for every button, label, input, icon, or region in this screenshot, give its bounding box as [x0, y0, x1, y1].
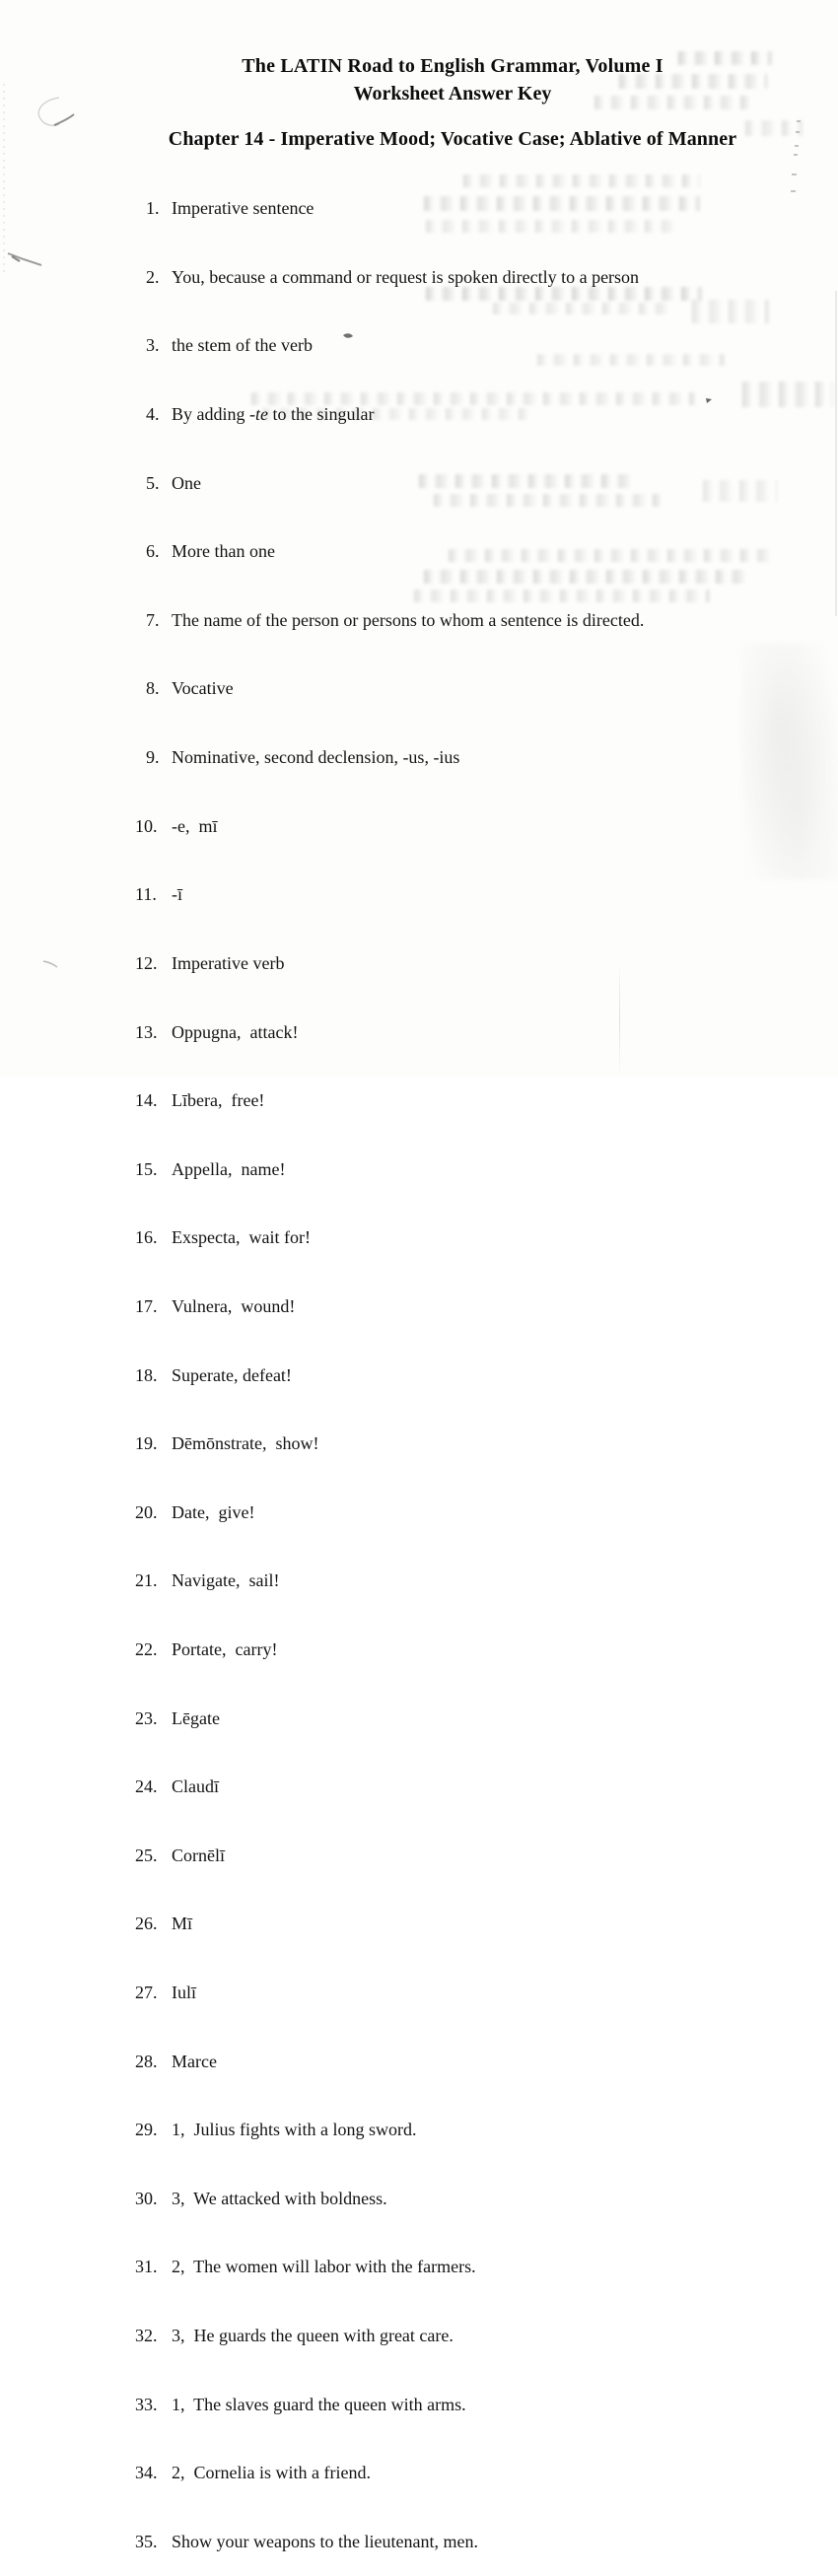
answer-number: 2.	[146, 266, 160, 287]
answer-item	[108, 518, 779, 587]
answer-text: Iulī	[172, 1983, 196, 2003]
answer-text: You, because a command or request is spoken directly to a person	[172, 266, 640, 287]
answer-number: 7.	[146, 609, 160, 630]
answer-number: 5.	[146, 472, 160, 493]
answer-item	[108, 312, 779, 381]
answer-text: More than one	[172, 541, 275, 562]
answer-text: Appella, name!	[172, 1158, 286, 1179]
answer-text: Imperative sentence	[172, 198, 314, 219]
answer-text: 1, Julius fights with a long sword.	[172, 2120, 417, 2140]
answer-text: Dēmōnstrate, show!	[172, 1433, 319, 1454]
answer-number: 22.	[135, 1639, 158, 1659]
answer-number: 18.	[135, 1364, 158, 1385]
answer-number: 24.	[135, 1776, 158, 1797]
answer-text: Lībera, free!	[172, 1090, 265, 1111]
answer-text	[172, 404, 374, 424]
answer-number: 33.	[135, 2394, 158, 2414]
answer-number: 25.	[135, 1845, 158, 1865]
answer-text: Navigate, sail!	[172, 1570, 280, 1591]
answer-number: 30.	[135, 2188, 158, 2208]
answer-number: 26.	[135, 1914, 158, 1934]
answer-item	[108, 1890, 779, 1959]
answer-item	[108, 724, 779, 793]
document-subtitle: Worksheet Answer Key	[353, 83, 552, 104]
answer-number: 20.	[135, 1501, 158, 1522]
latin-suffix-italic: -te	[249, 404, 268, 425]
chapter-heading: Chapter 14 - Imperative Mood; Vocative Case; Ablative of Manner	[168, 128, 737, 150]
answer-item	[108, 2233, 779, 2302]
answer-number: 11.	[135, 884, 157, 905]
answer-item	[108, 1067, 779, 1136]
answer-number: 16.	[135, 1227, 158, 1248]
answer-number: 9.	[146, 747, 160, 768]
answer-text: 3, He guards the queen with great care.	[172, 2326, 454, 2346]
answer-item	[108, 930, 779, 999]
answer-text: the stem of the verb	[172, 335, 313, 356]
answer-item	[108, 1341, 779, 1410]
answer-number: 23.	[135, 1707, 158, 1728]
answer-text: Marce	[172, 2051, 217, 2071]
answer-number: 8.	[146, 678, 160, 699]
answer-item	[108, 792, 779, 861]
answer-number: 3.	[146, 335, 160, 356]
answer-item	[108, 1410, 779, 1479]
answer-text: Show your weapons to the lieutenant, men.	[172, 2531, 478, 2551]
answer-text-part: By adding	[172, 404, 249, 425]
answer-number: 32.	[135, 2326, 158, 2346]
answer-item	[108, 1479, 779, 1548]
answer-item	[108, 2371, 779, 2440]
answer-text: One	[172, 472, 201, 493]
answer-item	[108, 449, 779, 518]
answer-item	[108, 2027, 779, 2096]
document-title: The LATIN Road to English Grammar, Volume I	[242, 55, 663, 77]
answer-number: 27.	[135, 1983, 158, 2003]
answer-number: 10.	[135, 815, 158, 836]
answer-item	[108, 998, 779, 1067]
answer-item	[108, 174, 779, 244]
answer-text: Superate, defeat!	[172, 1364, 292, 1385]
answer-item	[108, 1822, 779, 1891]
answer-item	[108, 2096, 779, 2165]
answer-item	[108, 1684, 779, 1753]
answer-number: 1.	[146, 198, 160, 219]
answer-number: 12.	[135, 952, 158, 973]
answer-item	[108, 1136, 779, 1205]
answer-item	[108, 587, 779, 656]
answer-number: 13.	[135, 1021, 158, 1042]
answer-text-part: to the singular	[267, 404, 375, 425]
pencil-mark	[12, 256, 20, 261]
answer-list	[108, 174, 779, 2576]
answer-number: 34.	[135, 2463, 158, 2483]
answer-text: 2, Cornelia is with a friend.	[172, 2463, 371, 2483]
answer-number: 6.	[146, 541, 160, 562]
answer-text: Mī	[172, 1914, 193, 1934]
answer-number: 35.	[135, 2531, 158, 2551]
answer-number: 28.	[135, 2051, 158, 2071]
answer-text: Claudī	[172, 1776, 219, 1797]
answer-number: 14.	[135, 1090, 158, 1111]
answer-text: Nominative, second declension, -us, -ius	[172, 747, 460, 768]
answer-text: 1, The slaves guard the queen with arms.	[172, 2394, 466, 2414]
answer-item	[108, 1753, 779, 1822]
answer-item	[108, 244, 779, 313]
answer-item	[108, 1547, 779, 1616]
answer-number: 17.	[135, 1295, 158, 1316]
answer-item	[108, 1959, 779, 2028]
answer-text: Date, give!	[172, 1501, 255, 1522]
answer-item	[108, 2439, 779, 2508]
answer-text: Vulnera, wound!	[172, 1295, 296, 1316]
document-header	[0, 54, 838, 151]
pencil-mark	[43, 961, 57, 967]
answer-text: The name of the person or persons to whom a sentence is directed.	[172, 609, 645, 630]
answer-item	[108, 381, 779, 450]
answer-text: Vocative	[172, 678, 234, 699]
answer-number: 31.	[135, 2257, 158, 2277]
answer-text: 2, The women will labor with the farmers.	[172, 2257, 476, 2277]
answer-number: 15.	[135, 1158, 158, 1179]
answer-number: 29.	[135, 2120, 158, 2140]
answer-item	[108, 1204, 779, 1273]
answer-text: Cornēlī	[172, 1845, 225, 1865]
answer-number: 21.	[135, 1570, 158, 1591]
answer-text: 3, We attacked with boldness.	[172, 2188, 387, 2208]
answer-text: Imperative verb	[172, 952, 285, 973]
answer-item	[108, 1616, 779, 1685]
answer-text: Exspecta, wait for!	[172, 1227, 311, 1248]
answer-text: Oppugna, attack!	[172, 1021, 299, 1042]
answer-text: Portate, carry!	[172, 1639, 278, 1659]
answer-text: -ī	[172, 884, 182, 905]
answer-item	[108, 2508, 779, 2576]
answer-text: Lēgate	[172, 1707, 220, 1728]
answer-item	[108, 1273, 779, 1342]
answer-item	[108, 861, 779, 930]
pencil-mark	[8, 253, 41, 265]
answer-item	[108, 2165, 779, 2234]
answer-text: -e, mī	[172, 815, 218, 836]
answer-number: 19.	[135, 1433, 158, 1454]
answer-item	[108, 655, 779, 724]
answer-number: 4.	[146, 404, 160, 425]
answer-item	[108, 2302, 779, 2371]
